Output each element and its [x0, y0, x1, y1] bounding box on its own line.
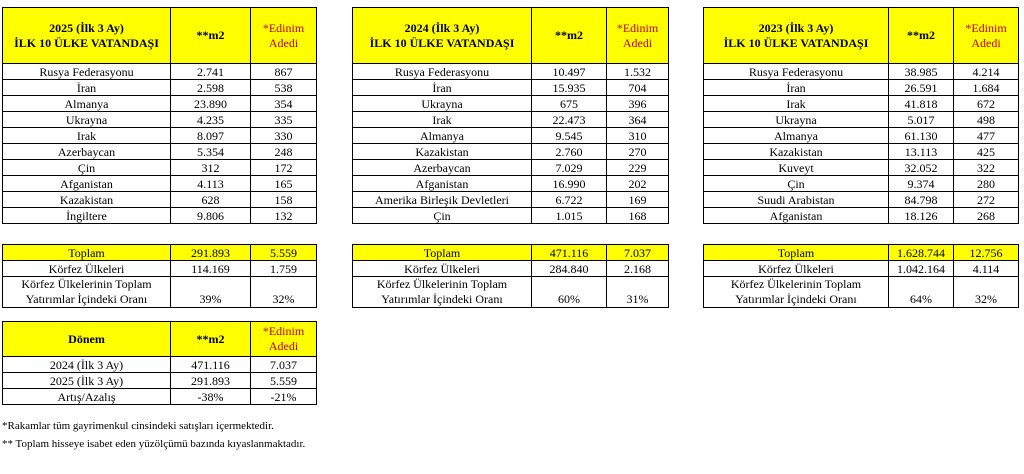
count-cell: 248 [251, 144, 317, 160]
count-cell: 330 [251, 128, 317, 144]
footnote-2: ** Toplam hisseye isabet eden yüzölçümü bazında kıyaslanmaktadır. [2, 438, 306, 450]
gulf-m2: 114.169 [171, 261, 251, 277]
country-cell: Afganistan [353, 176, 532, 192]
m2-cell: 32.052 [889, 160, 954, 176]
gulf-m2: 284.840 [532, 261, 607, 277]
ratio-label: Körfez Ülkelerinin Toplam Yatırımlar İçindeki Oranı [3, 277, 171, 308]
count-cell: 1.684 [954, 80, 1019, 96]
m2-cell: 2.598 [171, 80, 251, 96]
count-cell: 229 [607, 160, 669, 176]
m2-cell: 5.017 [889, 112, 954, 128]
gulf-count: 2.168 [607, 261, 669, 277]
country-cell: Ukrayna [704, 112, 889, 128]
country-cell: Azerbaycan [353, 160, 532, 176]
m2-cell: 628 [171, 192, 251, 208]
table-title: 2023 (İlk 3 Ay) İLK 10 ÜLKE VATANDAŞI [704, 8, 889, 64]
count-header: *Edinim Adedi [251, 8, 317, 64]
count-cell: 498 [954, 112, 1019, 128]
m2-cell: 2.741 [171, 64, 251, 80]
country-cell: Azerbaycan [3, 144, 171, 160]
count-cell: 165 [251, 176, 317, 192]
count-cell: 672 [954, 96, 1019, 112]
total-count: 7.037 [607, 245, 669, 261]
count-cell: 704 [607, 80, 669, 96]
count-cell: 354 [251, 96, 317, 112]
m2-cell: 9.374 [889, 176, 954, 192]
ratio-m2: 60% [532, 277, 607, 308]
country-cell: Ukrayna [353, 96, 532, 112]
total-label: Toplam [3, 245, 171, 261]
gulf-label: Körfez Ülkeleri [353, 261, 532, 277]
gulf-label: Körfez Ülkeleri [3, 261, 171, 277]
top10-table-0 [2, 7, 317, 224]
country-cell: İran [3, 80, 171, 96]
m2-cell: 38.985 [889, 64, 954, 80]
country-cell: Irak [3, 128, 171, 144]
count-cell: 169 [607, 192, 669, 208]
period-row-m2: 471.116 [171, 357, 251, 373]
ratio-label: Körfez Ülkelerinin Toplam Yatırımlar İçindeki Oranı [704, 277, 889, 308]
period-row-label: 2025 (İlk 3 Ay) [3, 373, 171, 389]
m2-header: **m2 [889, 8, 954, 64]
m2-cell: 26.591 [889, 80, 954, 96]
m2-cell: 16.990 [532, 176, 607, 192]
summary-table-0 [2, 244, 317, 308]
m2-cell: 15.935 [532, 80, 607, 96]
country-cell: Almanya [704, 128, 889, 144]
country-cell: İngiltere [3, 208, 171, 224]
total-label: Toplam [353, 245, 532, 261]
country-cell: İran [704, 80, 889, 96]
country-cell: Irak [353, 112, 532, 128]
total-label: Toplam [704, 245, 889, 261]
country-cell: Kuveyt [704, 160, 889, 176]
m2-cell: 61.130 [889, 128, 954, 144]
ratio-m2: 39% [171, 277, 251, 308]
count-cell: 4.214 [954, 64, 1019, 80]
total-m2: 291.893 [171, 245, 251, 261]
count-cell: 322 [954, 160, 1019, 176]
ratio-count: 32% [954, 277, 1019, 308]
m2-cell: 1.015 [532, 208, 607, 224]
m2-cell: 41.818 [889, 96, 954, 112]
footnote-1: *Rakamlar tüm gayrimenkul cinsindeki satışları içermektedir. [2, 420, 274, 432]
period-row-m2: -38% [171, 389, 251, 405]
count-cell: 335 [251, 112, 317, 128]
count-cell: 268 [954, 208, 1019, 224]
country-cell: Rusya Federasyonu [353, 64, 532, 80]
count-cell: 310 [607, 128, 669, 144]
m2-cell: 4.113 [171, 176, 251, 192]
m2-cell: 18.126 [889, 208, 954, 224]
footnotes [2, 419, 305, 451]
country-cell: Çin [3, 160, 171, 176]
country-cell: Afganistan [704, 208, 889, 224]
m2-cell: 84.798 [889, 192, 954, 208]
count-cell: 867 [251, 64, 317, 80]
country-cell: Afganistan [3, 176, 171, 192]
country-cell: Amerika Birleşik Devletleri [353, 192, 532, 208]
gulf-count: 1.759 [251, 261, 317, 277]
ratio-count: 32% [251, 277, 317, 308]
count-cell: 280 [954, 176, 1019, 192]
period-row-count: 7.037 [251, 357, 317, 373]
country-cell: Kazakistan [353, 144, 532, 160]
period-count-header: *Edinim Adedi [251, 322, 317, 357]
count-cell: 272 [954, 192, 1019, 208]
country-cell: Almanya [3, 96, 171, 112]
count-cell: 425 [954, 144, 1019, 160]
ratio-m2: 64% [889, 277, 954, 308]
gulf-label: Körfez Ülkeleri [704, 261, 889, 277]
m2-cell: 4.235 [171, 112, 251, 128]
top10-table-1 [352, 7, 669, 224]
gulf-m2: 1.042.164 [889, 261, 954, 277]
country-cell: Kazakistan [704, 144, 889, 160]
count-cell: 132 [251, 208, 317, 224]
count-cell: 538 [251, 80, 317, 96]
table-title: 2024 (İlk 3 Ay) İLK 10 ÜLKE VATANDAŞI [353, 8, 532, 64]
table-title: 2025 (İlk 3 Ay) İLK 10 ÜLKE VATANDAŞI [3, 8, 171, 64]
count-header: *Edinim Adedi [607, 8, 669, 64]
m2-cell: 8.097 [171, 128, 251, 144]
m2-header: **m2 [171, 8, 251, 64]
count-cell: 396 [607, 96, 669, 112]
period-m2-header: **m2 [171, 322, 251, 357]
country-cell: Suudi Arabistan [704, 192, 889, 208]
country-cell: Çin [704, 176, 889, 192]
country-cell: Rusya Federasyonu [3, 64, 171, 80]
country-cell: Almanya [353, 128, 532, 144]
m2-cell: 312 [171, 160, 251, 176]
country-cell: Kazakistan [3, 192, 171, 208]
m2-cell: 10.497 [532, 64, 607, 80]
country-cell: Rusya Federasyonu [704, 64, 889, 80]
m2-cell: 23.890 [171, 96, 251, 112]
m2-cell: 5.354 [171, 144, 251, 160]
m2-cell: 675 [532, 96, 607, 112]
period-row-label: 2024 (İlk 3 Ay) [3, 357, 171, 373]
m2-cell: 7.029 [532, 160, 607, 176]
period-row-count: -21% [251, 389, 317, 405]
country-cell: İran [353, 80, 532, 96]
m2-cell: 22.473 [532, 112, 607, 128]
m2-header: **m2 [532, 8, 607, 64]
gulf-count: 4.114 [954, 261, 1019, 277]
period-title: Dönem [3, 322, 171, 357]
m2-cell: 9.806 [171, 208, 251, 224]
count-cell: 477 [954, 128, 1019, 144]
count-cell: 202 [607, 176, 669, 192]
total-m2: 471.116 [532, 245, 607, 261]
total-count: 12.756 [954, 245, 1019, 261]
m2-cell: 6.722 [532, 192, 607, 208]
count-cell: 158 [251, 192, 317, 208]
count-header: *Edinim Adedi [954, 8, 1019, 64]
top10-table-2 [703, 7, 1019, 224]
m2-cell: 2.760 [532, 144, 607, 160]
period-row-m2: 291.893 [171, 373, 251, 389]
count-cell: 1.532 [607, 64, 669, 80]
country-cell: Çin [353, 208, 532, 224]
period-comparison-table [2, 321, 317, 405]
count-cell: 172 [251, 160, 317, 176]
country-cell: Irak [704, 96, 889, 112]
m2-cell: 13.113 [889, 144, 954, 160]
summary-table-2 [703, 244, 1019, 308]
ratio-label: Körfez Ülkelerinin Toplam Yatırımlar İçindeki Oranı [353, 277, 532, 308]
period-row-count: 5.559 [251, 373, 317, 389]
country-cell: Ukrayna [3, 112, 171, 128]
summary-table-1 [352, 244, 669, 308]
count-cell: 270 [607, 144, 669, 160]
ratio-count: 31% [607, 277, 669, 308]
total-count: 5.559 [251, 245, 317, 261]
total-m2: 1.628.744 [889, 245, 954, 261]
count-cell: 364 [607, 112, 669, 128]
m2-cell: 9.545 [532, 128, 607, 144]
period-row-label: Artış/Azalış [3, 389, 171, 405]
count-cell: 168 [607, 208, 669, 224]
